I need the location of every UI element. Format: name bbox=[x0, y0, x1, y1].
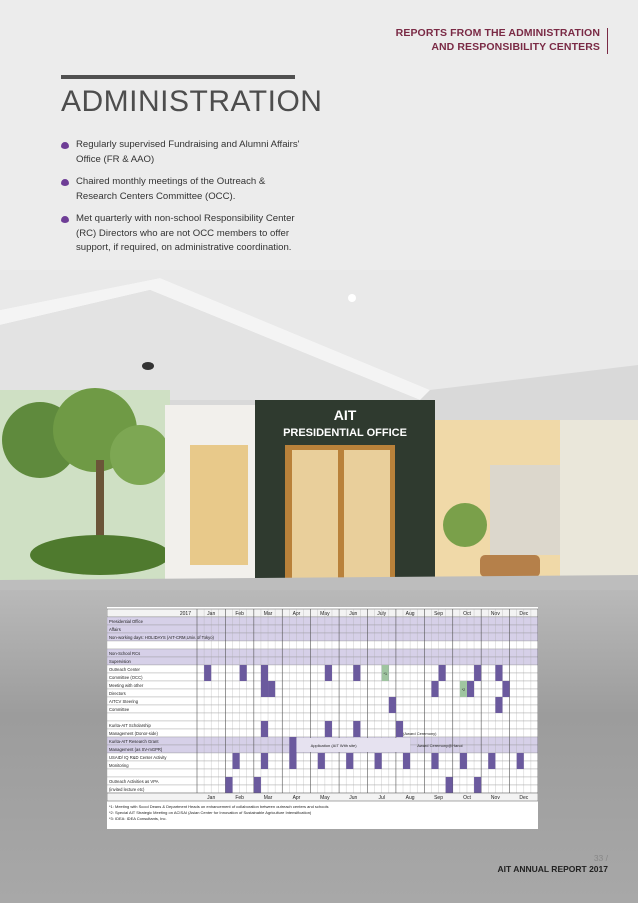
table-row bbox=[107, 649, 538, 657]
footnote: *3: IDEA: IDEA Consultants, Inc. bbox=[109, 816, 167, 821]
schedule-mark bbox=[495, 665, 502, 681]
schedule-mark bbox=[375, 753, 382, 769]
schedule-mark bbox=[225, 777, 232, 793]
annotation-application: Application (AIT With site) bbox=[310, 743, 357, 748]
note-label: *1 bbox=[383, 672, 387, 676]
door-right bbox=[344, 450, 390, 582]
month-label: Oct bbox=[463, 611, 471, 617]
month-label: Dec bbox=[519, 795, 529, 801]
sign-office: PRESIDENTIAL OFFICE bbox=[283, 427, 407, 439]
section-heading-line1: REPORTS FROM THE ADMINISTRATION bbox=[395, 27, 600, 39]
window-glass bbox=[190, 445, 248, 565]
row-label: Management (Donor-side) bbox=[109, 730, 158, 736]
table-row bbox=[107, 617, 538, 625]
bullet-icon bbox=[61, 142, 69, 149]
schedule-mark bbox=[240, 665, 247, 681]
schedule-mark bbox=[233, 753, 240, 769]
schedule-mark bbox=[517, 753, 524, 769]
month-label: Sep bbox=[434, 795, 443, 801]
note-label: *2 bbox=[461, 688, 466, 692]
schedule-mark bbox=[403, 753, 410, 769]
schedule-mark bbox=[389, 697, 396, 713]
schedule-mark bbox=[353, 721, 360, 737]
row-label: Kurita-AIT Research Grant bbox=[109, 738, 159, 744]
month-label: Mar bbox=[263, 611, 273, 617]
bullet-item bbox=[61, 138, 301, 167]
month-label: July bbox=[377, 611, 387, 617]
schedule-mark bbox=[289, 753, 296, 769]
table-row bbox=[107, 769, 538, 777]
month-label: Feb bbox=[235, 795, 244, 801]
schedule-mark bbox=[325, 665, 332, 681]
row-label: Management (as SV-mGPR) bbox=[109, 746, 163, 752]
schedule-mark bbox=[488, 753, 495, 769]
row-label: Committee (OCC) bbox=[109, 674, 143, 680]
schedule-mark bbox=[289, 737, 296, 753]
bullet-list bbox=[61, 138, 301, 264]
month-label: Aug bbox=[405, 795, 415, 801]
schedule-mark bbox=[460, 753, 467, 769]
page-title: ADMINISTRATION bbox=[61, 85, 323, 118]
annotation-award2: Award Ceremony@Hanoi bbox=[417, 743, 463, 748]
lobby-plant bbox=[443, 503, 487, 547]
month-label: Jun bbox=[349, 795, 358, 801]
table-row bbox=[107, 721, 538, 729]
table-row bbox=[107, 713, 538, 721]
table-row bbox=[107, 785, 538, 793]
bullet-text: Met quarterly with non-school Responsibility Center (RC) Directors who are not OCC members to offer support, if required, on administrative coordination. bbox=[76, 213, 295, 253]
sign-ait: AIT bbox=[333, 407, 357, 423]
month-label: Nov bbox=[490, 611, 500, 617]
schedule-mark bbox=[474, 665, 481, 681]
bullet-item bbox=[61, 212, 301, 256]
page-number: 33 / bbox=[593, 853, 608, 863]
row-label: Meeting with other bbox=[109, 682, 144, 688]
report-name: AIT ANNUAL REPORT 2017 bbox=[497, 864, 608, 874]
tree-trunk bbox=[96, 460, 104, 540]
bullet-text: Chaired monthly meetings of the Outreach & Research Centers Committee (OCC). bbox=[76, 176, 266, 202]
schedule-mark bbox=[325, 721, 332, 737]
door-left bbox=[292, 450, 338, 582]
page-footer bbox=[497, 853, 608, 875]
camera-icon bbox=[142, 362, 154, 370]
month-label: May bbox=[320, 795, 330, 801]
row-label: Outreach Activities as VPA bbox=[109, 778, 159, 784]
row-label: USAID/ IQ R&D Center Activity bbox=[109, 754, 167, 760]
table-row bbox=[107, 697, 538, 705]
month-label: Dec bbox=[519, 611, 529, 617]
table-row bbox=[107, 665, 538, 673]
row-label: Affairs bbox=[109, 626, 121, 632]
lobby-bench bbox=[480, 555, 540, 577]
section-heading bbox=[396, 26, 600, 54]
month-label: Apr bbox=[292, 795, 301, 801]
row-label: (invited lecture etc) bbox=[109, 786, 145, 792]
row-label: Outreach Center bbox=[109, 666, 140, 672]
row-label: Supervision bbox=[109, 658, 131, 664]
schedule-mark bbox=[346, 753, 353, 769]
header-rule bbox=[607, 28, 609, 54]
schedule-mark bbox=[268, 681, 275, 697]
month-label: Feb bbox=[235, 611, 244, 617]
month-label: Jun bbox=[349, 611, 358, 617]
schedule-mark bbox=[502, 681, 509, 697]
schedule-grid bbox=[107, 607, 538, 829]
table-row bbox=[107, 657, 538, 665]
schedule-mark bbox=[467, 681, 474, 697]
schedule-mark bbox=[204, 665, 211, 681]
table-row bbox=[107, 641, 538, 649]
building-illustration bbox=[0, 270, 638, 605]
shrubs bbox=[30, 535, 170, 575]
row-label: Non-School RCs bbox=[109, 650, 141, 656]
month-label: Oct bbox=[463, 795, 471, 801]
schedule-mark bbox=[495, 697, 502, 713]
schedule-mark bbox=[431, 753, 438, 769]
bullet-icon bbox=[61, 216, 69, 223]
schedule-mark bbox=[261, 665, 268, 681]
schedule-mark bbox=[439, 665, 446, 681]
bullet-text: Regularly supervised Fundraising and Alumni Affairs' Office (FR & AAO) bbox=[76, 139, 300, 165]
schedule-mark bbox=[261, 753, 268, 769]
tree-canopy bbox=[110, 425, 170, 485]
title-rule bbox=[61, 75, 295, 79]
month-label: Jan bbox=[207, 611, 216, 617]
row-label: AITCV Steering bbox=[109, 698, 139, 704]
side-glass bbox=[560, 420, 638, 585]
table-row bbox=[107, 705, 538, 713]
schedule-mark bbox=[261, 721, 268, 737]
building-photo bbox=[0, 270, 638, 605]
month-label: Aug bbox=[405, 611, 415, 617]
row-label: Kurita-AIT Scholarship bbox=[109, 722, 151, 728]
year-label: 2017 bbox=[179, 611, 191, 617]
table-row bbox=[107, 777, 538, 785]
schedule-mark bbox=[254, 777, 261, 793]
schedule-mark bbox=[261, 681, 268, 697]
lobby-interior bbox=[490, 465, 560, 555]
table-row bbox=[107, 673, 538, 681]
schedule-mark bbox=[446, 777, 453, 793]
schedule-table bbox=[107, 607, 538, 829]
month-label: Jan bbox=[207, 795, 216, 801]
month-label: Jul bbox=[378, 795, 385, 801]
schedule-mark bbox=[353, 665, 360, 681]
row-label: Non-working days: HOLIDAYS (AIT-CRM,Univ. of Tokyo) bbox=[109, 634, 214, 640]
schedule-mark bbox=[318, 753, 325, 769]
footnote: *2: Special AIT Strategic Meeting on ACISAI (Asian Center for Innovation of Sustainable Agriculture Intensification) bbox=[109, 810, 312, 815]
schedule-mark bbox=[474, 777, 481, 793]
month-label: Apr bbox=[292, 611, 301, 617]
footnote: *1: Meeting with Scool Deans & Department Heads on enhancement of collaboration between outreach centers and schools bbox=[109, 804, 329, 809]
section-heading-line2: AND RESPONSIBILITY CENTERS bbox=[431, 41, 600, 53]
annotation-award: (Award Ceremony) bbox=[403, 731, 437, 736]
table-row bbox=[107, 625, 538, 633]
month-label: Sep bbox=[434, 611, 443, 617]
month-label: Mar bbox=[263, 795, 273, 801]
month-label: Nov bbox=[490, 795, 500, 801]
bullet-icon bbox=[61, 179, 69, 186]
bullet-item bbox=[61, 175, 301, 204]
row-label: Monitoring bbox=[109, 762, 129, 768]
schedule-mark bbox=[431, 681, 438, 697]
row-label: Committee bbox=[109, 706, 130, 712]
row-label: Directors bbox=[109, 690, 126, 696]
table-row bbox=[107, 729, 538, 737]
row-label: Presidential Office bbox=[109, 618, 143, 624]
month-label: May bbox=[320, 611, 330, 617]
schedule-mark bbox=[396, 721, 403, 737]
ceiling-light bbox=[348, 294, 356, 302]
